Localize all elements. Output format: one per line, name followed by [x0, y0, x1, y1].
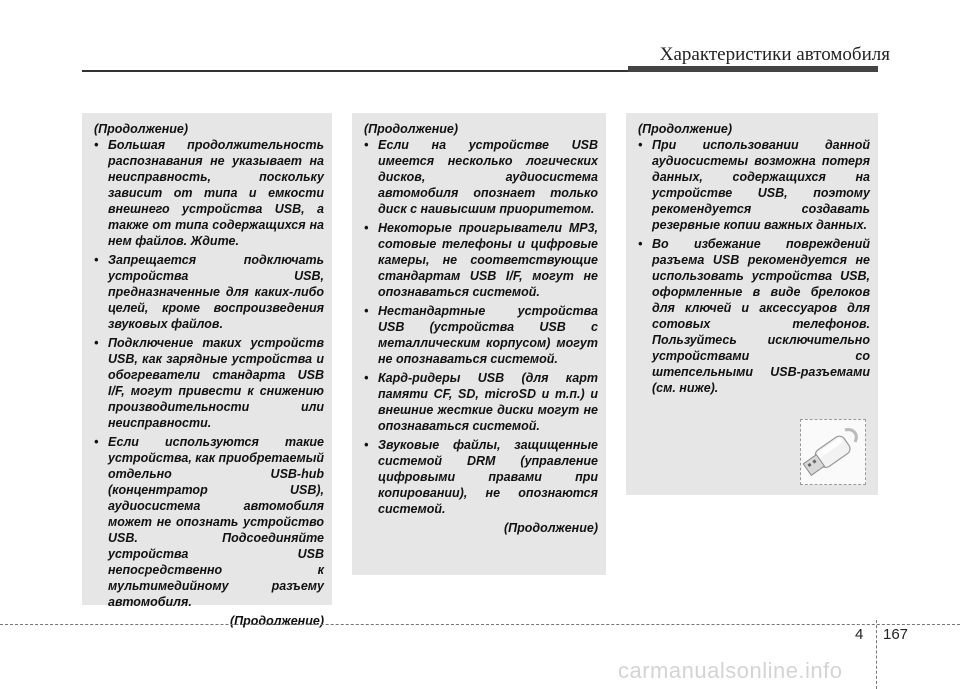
note-list — [638, 137, 870, 396]
chapter-number: 4 — [855, 626, 864, 643]
usb-flash-drive-icon — [801, 420, 865, 484]
page-number: 167 — [883, 626, 909, 643]
continued-end-label: (Продолжение) — [229, 614, 324, 628]
continued-label: (Продолжение) — [94, 122, 189, 136]
note-item: • Некоторые проигрыватели MP3, сотовые телефоны и цифровые камеры, не соответствующие стандартам USB I/F, могут не опознаваться системой. — [364, 221, 598, 299]
footer-rule — [0, 624, 960, 625]
bullet: • — [638, 138, 643, 152]
note-column-1 — [82, 113, 332, 628]
bullet: • — [364, 304, 369, 318]
bullet: • — [94, 435, 99, 449]
page-number-divider — [876, 620, 877, 689]
note-item: • Во избежание повреждений разъема USB рекомендуется не использовать устройства USB, оформленные в виде брелоков для ключей и аксессуаров для сотовых телефонов. Пользуйтесь исключительно устройствами со штепсельными USB-разъемами (см. ниже). — [638, 237, 870, 395]
bullet: • — [364, 371, 369, 385]
note-list — [94, 137, 324, 610]
note-item: • Запрещается подключать устройства USB, предназначенные для каких-либо целей, кроме воспроизведения звуковых файлов. — [94, 253, 324, 331]
note-item: • Кард-ридеры USB (для карт памяти CF, SD, microSD и т.п.) и внешние жесткие диски могут не опознаваться системой. — [364, 371, 598, 433]
note-item: • Подключение таких устройств USB, как зарядные устройства и обогреватели стандарта USB I/F, могут привести к снижению производительности или неисправности. — [94, 336, 324, 430]
note-item: • Если на устройстве USB имеется несколько логических дисков, аудиосистема автомобиля опознает только диск с наивысшим приоритетом. — [364, 138, 598, 216]
note-column-2 — [352, 113, 606, 575]
continued-end-label: (Продолжение) — [503, 521, 598, 535]
note-item: • Нестандартные устройства USB (устройства USB с металлическим корпусом) могут не опознаваться системой. — [364, 304, 598, 366]
note-list — [364, 137, 598, 517]
note-item: • Звуковые файлы, защищенные системой DRM (управление цифровыми правами при копировании), не опознаются системой. — [364, 438, 598, 516]
bullet: • — [94, 253, 99, 267]
bullet: • — [364, 438, 369, 452]
continued-label: (Продолжение) — [364, 122, 459, 136]
bullet: • — [94, 336, 99, 350]
bullet: • — [638, 237, 643, 251]
continued-label: (Продолжение) — [638, 122, 733, 136]
header-rule-accent — [628, 66, 878, 72]
note-item: • Большая продолжительность распознавания не указывает на неисправность, поскольку зависит от типа и емкости внешнего устройства USB, а также от типа содержащихся на нем файлов. Ждите. — [94, 138, 324, 248]
bullet: • — [364, 138, 369, 152]
bullet: • — [364, 221, 369, 235]
bullet: • — [94, 138, 99, 152]
note-item: • При использовании данной аудиосистемы возможна потеря данных, содержащихся на устройстве USB, поэтому рекомендуется создавать резервные копии важных данных. — [638, 138, 870, 232]
watermark: carmanualsonline.info — [618, 658, 843, 683]
page-header-title: Характеристики автомобиля — [659, 44, 890, 65]
note-item: • Если используются такие устройства, как приобретаемый отдельно USB-hub (концентратор USB), аудиосистема автомобиля может не опознать устройство USB. Подсоединяйте устройства USB непосредственно к мультимедийному разъему автомобиля. — [94, 435, 324, 609]
usb-flash-drive-figure — [800, 419, 866, 485]
